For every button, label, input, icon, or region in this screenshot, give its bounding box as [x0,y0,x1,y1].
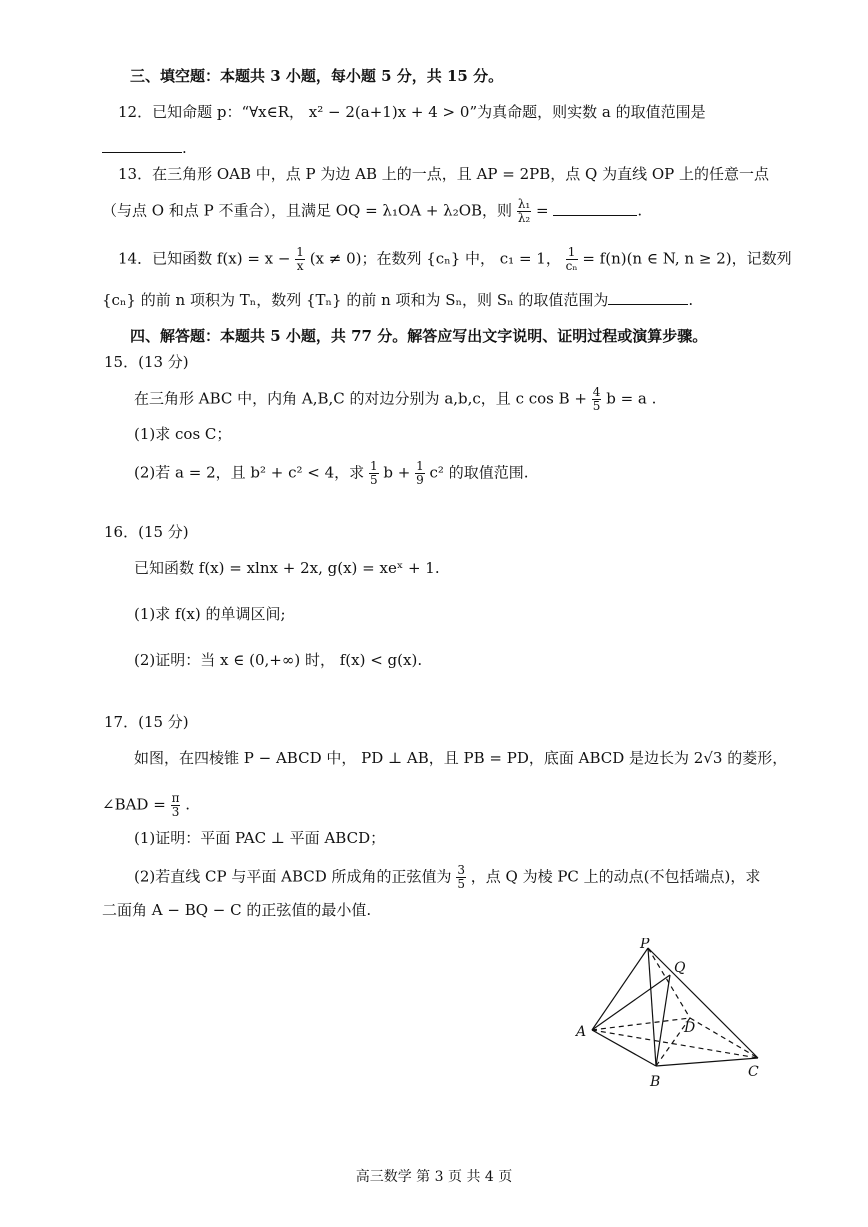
q17-part1: (1)证明：平面 PAC ⊥ 平面 ABCD； [134,829,386,847]
q17-fraction-pi-3: $\frac{\pi}{3}$ [171,791,180,819]
section-4-heading: 四、解答题：本题共 5 小题，共 77 分。解答应写出文字说明、证明过程或演算步骤。 [130,327,708,345]
q16-stem: 已知函数 f(x) = xlnx + 2x, g(x) = xeˣ + 1. [134,559,440,577]
q15-fraction-1-9: $\frac{1}{9}$ [416,459,424,487]
q13-line2: （与点 O 和点 P 不重合），且满足 OQ = λ₁OA + λ₂OB，则 $\frac{\text{λ₁}}{\text{λ₂}}$ = . [102,197,643,225]
q12-line1: 12．已知命题 p：“∀x∈R， x² − 2(a+1)x + 4 > 0”为真命题，则实数 a 的取值范围是 [118,103,706,121]
edge-AB [592,1030,656,1066]
label-B: B [650,1074,661,1090]
q17-stem1: 如图，在四棱锥 P − ABCD 中， PD ⊥ AB，且 PB = PD，底面 ABCD 是边长为 2√3 的菱形， [134,749,788,767]
q13-line1: 13．在三角形 OAB 中，点 P 为边 AB 上的一点，且 AP = 2PB，点 Q 为直线 OP 上的任意一点 [118,165,770,183]
q12-line2: . [102,138,187,158]
q17-stem2: ∠BAD = $\frac{\pi}{3}$ . [102,791,191,819]
q17-fraction-3-5: $\frac{3}{5}$ [457,863,465,891]
q15-fraction-1-5: $\frac{1}{5}$ [369,459,378,487]
q16-title: 16．(15 分) [104,523,189,541]
label-Q: Q [674,960,686,976]
label-A: A [576,1024,587,1040]
edge-BC [656,1058,758,1066]
q13-answer-blank [553,201,637,216]
q14-fraction-1-over-cn: $\frac{1}{\text{cₙ}}$ [565,245,578,273]
pyramid-figure [572,938,772,1098]
q14-fraction-1-over-x: $\frac{1}{x}$ [296,245,304,273]
q13-lambda-fraction: $\frac{\text{λ₁}}{\text{λ₂}}$ [517,197,531,225]
edge-PB [648,948,656,1066]
section-3-heading: 三、填空题：本题共 3 小题，每小题 5 分，共 15 分。 [130,67,504,85]
q12-answer-blank [102,138,182,153]
q15-part2: (2)若 a = 2，且 b² + c² < 4，求 $\frac{1}{5}$ b + $\frac{1}{9}$ c² 的取值范围. [134,459,529,487]
q16-part1: (1)求 f(x) 的单调区间; [134,605,286,623]
q15-stem: 在三角形 ABC 中，内角 A,B,C 的对边分别为 a,b,c，且 c cos B + $\frac{4}{5}$ b = a . [134,385,657,413]
label-C: C [748,1064,759,1080]
edge-PA [592,948,648,1030]
q14-line1: 14．已知函数 f(x) = x − $\frac{1}{x}$ (x ≠ 0)；在数列 {cₙ} 中， c₁ = 1， $\frac{1}{\text{cₙ}}$ = f(n)(n ∈ N, n ≥ 2)，记数列 [118,245,792,273]
q14-answer-blank [608,290,688,305]
q15-title: 15．(13 分) [104,353,189,371]
page-footer: 高三数学 第 3 页 共 4 页 [355,1169,513,1185]
q16-part2: (2)证明：当 x ∈ (0,+∞) 时， f(x) < g(x). [134,651,423,669]
q14-line2: {cₙ} 的前 n 项积为 Tₙ，数列 {Tₙ} 的前 n 项和为 Sₙ，则 Sₙ 的取值范围为 . [102,291,694,309]
q17-title: 17．(15 分) [104,713,189,731]
label-D: D [684,1020,696,1036]
edge-PC [648,948,758,1058]
label-P: P [640,938,650,952]
q15-fraction-4-5: $\frac{4}{5}$ [592,385,601,413]
q15-part1: (1)求 cos C； [134,425,232,443]
q17-part2-line2: 二面角 A − BQ − C 的正弦值的最小值. [102,901,372,919]
q17-part2: (2)若直线 CP 与平面 ABCD 所成角的正弦值为 $\frac{3}{5}$ ，点 Q 为棱 PC 上的动点(不包括端点)，求 [134,863,761,891]
